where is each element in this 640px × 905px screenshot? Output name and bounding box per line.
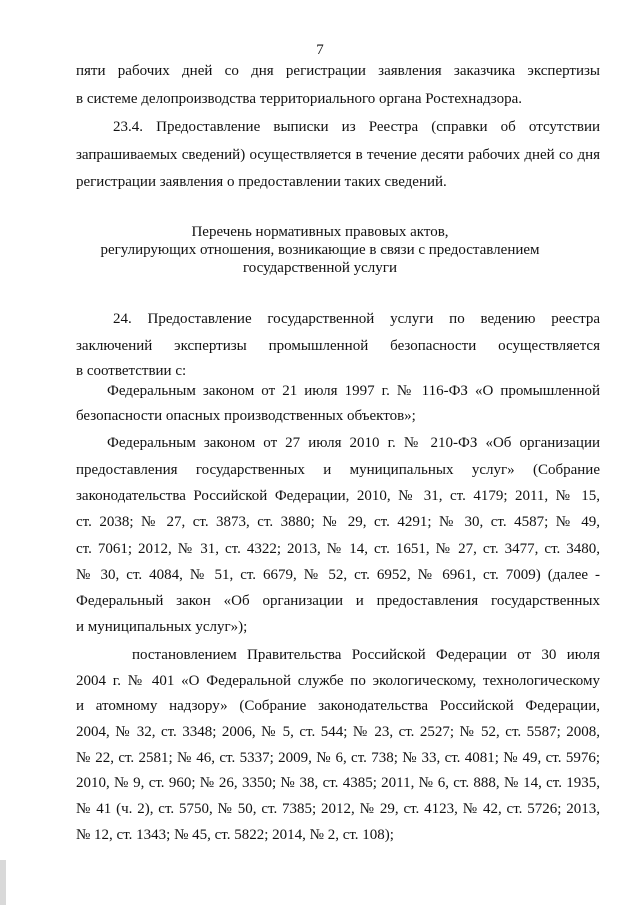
text-line: заключений экспертизы промышленной безопасности осуществляется: [76, 338, 600, 354]
text-line: № 22, ст. 2581; № 46, ст. 5337; 2009, № 6, ст. 738; № 33, ст. 4081; № 49, ст. 5976;: [76, 750, 600, 766]
text-line: законодательства Российской Федерации, 2010, № 31, ст. 4179; 2011, № 15,: [76, 488, 600, 504]
paragraph-23-4-line: 23.4. Предоставление выписки из Реестра (справки об отсутствии: [113, 119, 600, 135]
text-line: № 12, ст. 1343; № 45, ст. 5822; 2014, № 2, ст. 108);: [76, 827, 394, 843]
text-line: № 41 (ч. 2), ст. 5750, № 50, ст. 7385; 2012, № 29, ст. 4123, № 42, ст. 5726; 2013,: [76, 801, 600, 817]
text-line: Федеральный закон «Об организации и предоставления государственных: [76, 593, 600, 609]
text-line: запрашиваемых сведений) осуществляется в течение десяти рабочих дней со дня: [76, 147, 600, 163]
law-item-line: Федеральным законом от 21 июля 1997 г. № 116-ФЗ «О промышленной: [107, 383, 600, 399]
law-item-line: Федеральным законом от 27 июля 2010 г. № 210-ФЗ «Об организации: [107, 435, 600, 451]
text-line: в соответствии с:: [76, 363, 187, 379]
text-line: ст. 2038; № 27, ст. 3873, ст. 3880; № 29, ст. 4291; № 30, ст. 4587; № 49,: [76, 514, 600, 530]
text-line: и атомному надзору» (Собрание законодательства Российской Федерации,: [76, 698, 600, 714]
text-line: № 30, ст. 4084, № 51, ст. 6679, № 52, ст. 6952, № 6961, ст. 7009) (далее -: [76, 567, 600, 583]
text-line: безопасности опасных производственных объектов»;: [76, 408, 416, 424]
section-heading-line: регулирующих отношения, возникающие в связи с предоставлением: [100, 242, 540, 258]
text-line: 2004, № 32, ст. 3348; 2006, № 5, ст. 544; № 23, ст. 2527; № 52, ст. 5587; 2008,: [76, 724, 600, 740]
text-line: пяти рабочих дней со дня регистрации заявления заказчика экспертизы: [76, 63, 600, 79]
text-line: и муниципальных услуг»);: [76, 619, 248, 635]
text-line: в системе делопроизводства территориального органа Ростехнадзора.: [76, 91, 523, 107]
text-line: ст. 7061; 2012, № 31, ст. 4322; 2013, № 14, ст. 1651, № 27, ст. 3477, ст. 3480,: [76, 541, 600, 557]
scan-edge-mark: [0, 860, 6, 905]
text-line: предоставления государственных и муниципальных услуг» (Собрание: [76, 462, 600, 478]
text-line: 2010, № 9, ст. 960; № 26, 3350; № 38, ст. 4385; 2011, № 6, ст. 888, № 14, ст. 1935,: [76, 775, 600, 791]
section-heading-line: государственной услуги: [243, 260, 397, 276]
text-line: 2004 г. № 401 «О Федеральной службе по экологическому, технологическому: [76, 673, 600, 689]
page-number: 7: [316, 42, 324, 58]
law-item-line: постановлением Правительства Российской Федерации от 30 июля: [132, 647, 600, 663]
paragraph-24-line: 24. Предоставление государственной услуги по ведению реестра: [113, 311, 600, 327]
text-line: регистрации заявления о предоставлении таких сведений.: [76, 174, 447, 190]
section-heading-line: Перечень нормативных правовых актов,: [191, 224, 449, 240]
